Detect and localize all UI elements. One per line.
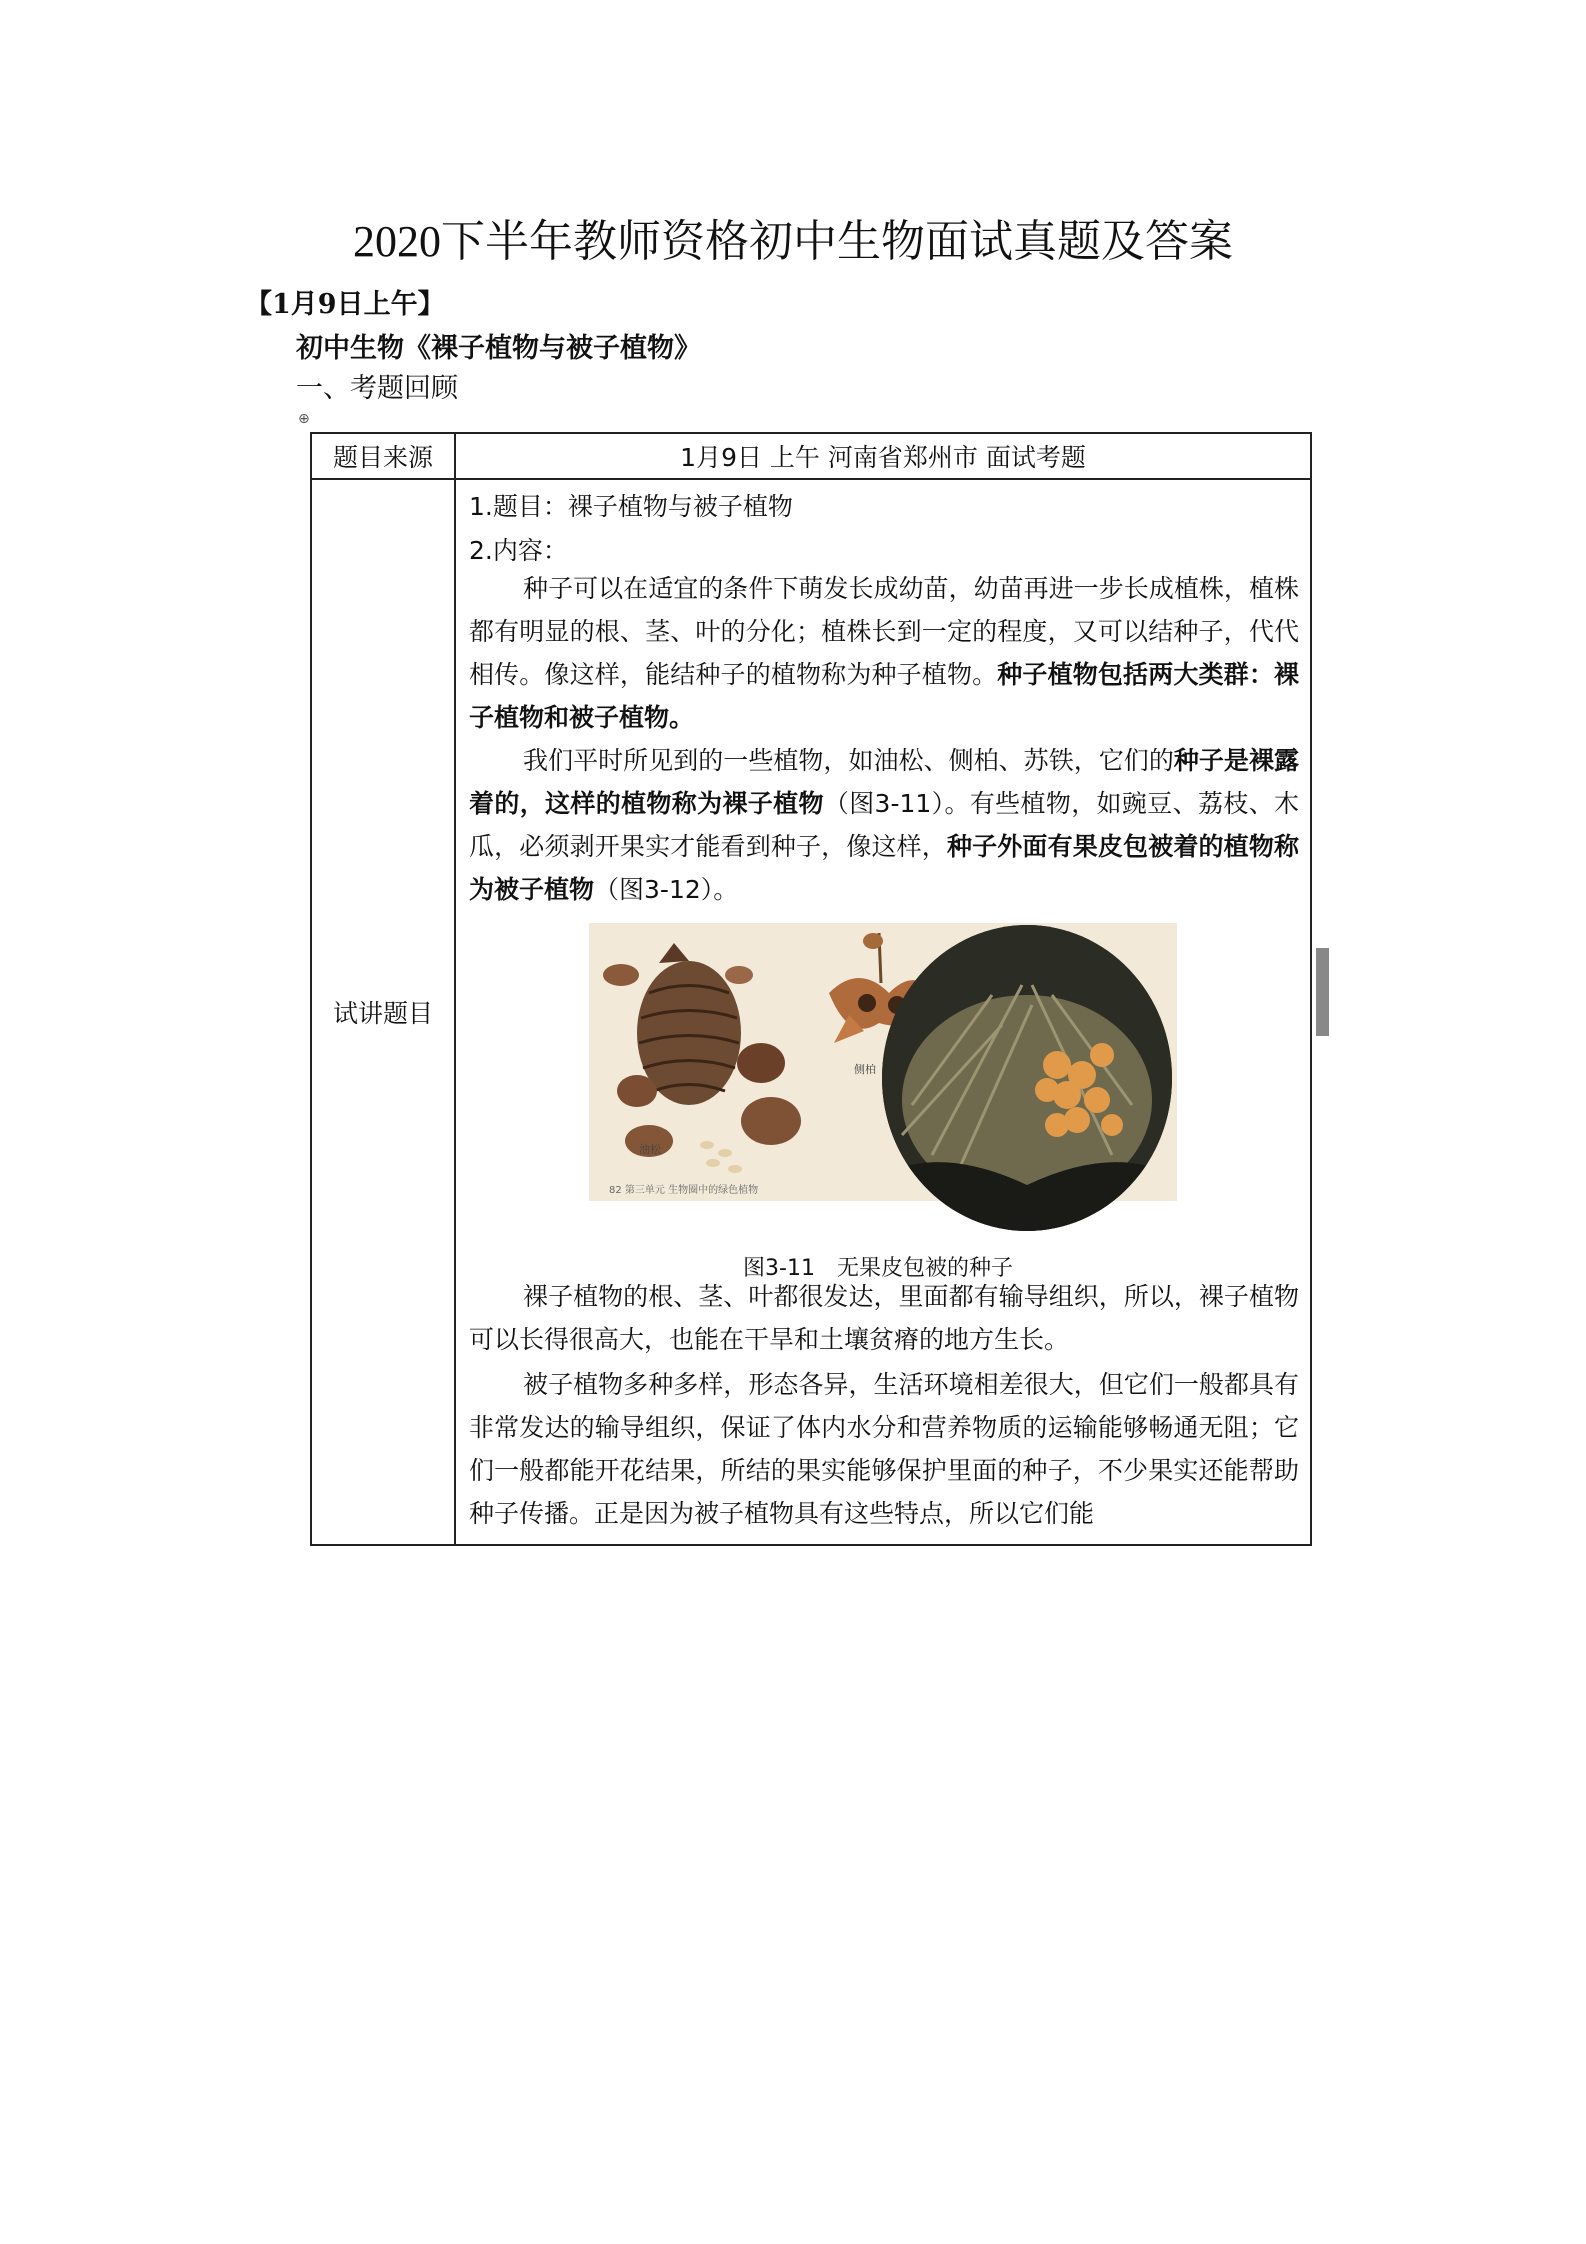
paragraph-4 — [469, 1363, 1299, 1535]
paragraph-2-bold-a: 种子是裸露着的，这样的植物称为裸子植物 — [469, 746, 1299, 818]
exam-table — [310, 432, 1312, 1546]
page-side-marker — [1316, 948, 1329, 1036]
source-value: 1月9日 上午 河南省郑州市 面试考题 — [455, 433, 1311, 479]
topic-content-cell — [455, 479, 1311, 1545]
pine-label: 油松 — [639, 1143, 661, 1156]
item-content-label: 2.内容： — [469, 536, 568, 565]
paragraph-2-text-c: （图3-12）。 — [594, 875, 739, 904]
paragraph-2-text-b: （图3-11）。有些植物，如豌豆、荔枝、木瓜，必须剥开果实才能看到种子，像这样， — [469, 789, 1299, 861]
item-title: 1.题目：裸子植物与被子植物 — [469, 492, 793, 521]
table-row — [311, 433, 1311, 479]
paragraph-1 — [469, 567, 1299, 739]
paragraph-2 — [469, 739, 1299, 911]
cedar-label: 侧柏 — [854, 1063, 876, 1076]
paragraph-3-text: 裸子植物的根、茎、叶都很发达，里面都有输导组织，所以，裸子植物可以长得很高大，也能在干旱和土壤贫瘠的地方生长。 — [469, 1282, 1299, 1354]
document-title: 2020下半年教师资格初中生物面试真题及答案 — [353, 217, 1233, 266]
paragraph-2-bold-b: 种子外面有果皮包被着的植物称为被子植物 — [469, 832, 1299, 904]
paragraph-1-bold: 种子植物包括两大类群：裸子植物和被子植物。 — [469, 660, 1299, 732]
table-anchor-icon: ⊕ — [298, 411, 310, 427]
cycad-icon — [882, 925, 1172, 1231]
paragraph-1-text: 种子可以在适宜的条件下萌发长成幼苗，幼苗再进一步长成植株，植株都有明显的根、茎、叶的分化；植株长到一定的程度，又可以结种子，代代相传。像这样，能结种子的植物称为种子植物。 — [469, 574, 1299, 689]
source-label: 题目来源 — [311, 433, 455, 479]
paragraph-4-text: 被子植物多种多样，形态各异，生活环境相差很大，但它们一般都具有非常发达的输导组织，保证了体内水分和营养物质的运输能够畅通无阻；它们一般都能开花结果，所结的果实能够保护里面的种子，不少果实还能帮助种子传播。正是因为被子植物具有这些特点，所以它们能 — [469, 1370, 1299, 1528]
paragraph-3 — [469, 1275, 1299, 1361]
lesson-heading: 初中生物《裸子植物与被子植物》 — [296, 333, 701, 364]
section-heading: 一、考题回顾 — [296, 373, 458, 404]
topic-label: 试讲题目 — [311, 479, 455, 1545]
figure-footer: 82 第三单元 生物圈中的绿色植物 — [609, 1185, 759, 1196]
session-heading: 【1月9日上午】 — [245, 289, 445, 320]
cycad-photo — [882, 925, 1172, 1231]
table-row — [311, 479, 1311, 1545]
figure-caption: 图3-11 无果皮包被的种子 — [743, 1256, 1013, 1281]
paragraph-2-text-a: 我们平时所见到的一些植物，如油松、侧柏、苏铁，它们的 — [523, 746, 1174, 775]
